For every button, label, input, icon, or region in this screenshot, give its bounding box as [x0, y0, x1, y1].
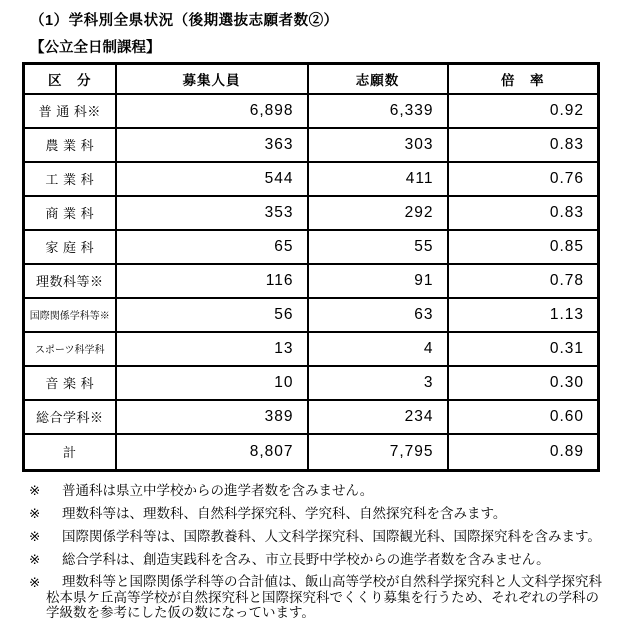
footnote-line: 総合学科は、創造実践科を含み、市立長野中学校からの進学者数を含みません。	[62, 552, 550, 567]
row-label-cell: 農 業 科	[24, 128, 116, 162]
table-row	[24, 366, 599, 400]
table-row	[24, 128, 599, 162]
footnote-text	[62, 482, 625, 499]
table-row	[24, 332, 599, 366]
footnote-line: 理数科等と国際関係学科等の合計値は、飯山高等学校が自然科学探究科と人文科学探究科	[62, 574, 602, 589]
footnote-text	[46, 574, 625, 621]
applicants-cell: 234	[308, 400, 448, 434]
ratio-cell: 0.30	[448, 366, 599, 400]
capacity-cell: 116	[116, 264, 308, 298]
row-label-cell: 商 業 科	[24, 196, 116, 230]
footnote-line: 学級数を参考にした仮の数になっています。	[46, 605, 315, 620]
footnote	[29, 505, 625, 522]
capacity-cell: 389	[116, 400, 308, 434]
ratio-cell: 0.31	[448, 332, 599, 366]
ratio-cell: 0.83	[448, 128, 599, 162]
applicants-cell: 6,339	[308, 94, 448, 128]
capacity-cell: 65	[116, 230, 308, 264]
ratio-cell: 0.78	[448, 264, 599, 298]
ratio-cell: 0.60	[448, 400, 599, 434]
total-row	[24, 434, 599, 471]
row-label-cell: 理数科等※	[24, 264, 116, 298]
capacity-cell: 10	[116, 366, 308, 400]
header-category: 区 分	[24, 64, 116, 94]
capacity-cell: 353	[116, 196, 308, 230]
table-row	[24, 264, 599, 298]
header-row	[24, 64, 599, 94]
footnote	[29, 528, 625, 545]
header-ratio: 倍 率	[448, 64, 599, 94]
footnote-marker: ※	[29, 483, 41, 498]
footnote-marker: ※	[29, 506, 41, 521]
ratio-cell: 0.92	[448, 94, 599, 128]
capacity-cell: 544	[116, 162, 308, 196]
footnote	[29, 574, 625, 621]
applicants-table	[22, 62, 600, 472]
footnote-marker: ※	[29, 529, 41, 544]
applicants-cell: 292	[308, 196, 448, 230]
row-label-cell: 総合学科※	[24, 400, 116, 434]
table-row	[24, 196, 599, 230]
applicants-cell: 411	[308, 162, 448, 196]
footnote	[29, 482, 625, 499]
applicants-cell: 63	[308, 298, 448, 332]
table-row	[24, 162, 599, 196]
applicants-cell: 4	[308, 332, 448, 366]
footnote-line: 国際関係学科等は、国際教養科、人文科学探究科、国際観光科、国際探究科を含みます。	[62, 529, 601, 544]
footnote-text	[62, 551, 625, 568]
footnotes	[29, 482, 625, 621]
header-applicants: 志願数	[308, 64, 448, 94]
row-label-cell: 音 楽 科	[24, 366, 116, 400]
ratio-cell: 0.89	[448, 434, 599, 471]
applicants-cell: 91	[308, 264, 448, 298]
ratio-cell: 0.76	[448, 162, 599, 196]
footnote-text	[62, 528, 625, 545]
capacity-cell: 8,807	[116, 434, 308, 471]
row-label-cell: 計	[24, 434, 116, 471]
footnote-marker: ※	[29, 552, 41, 567]
capacity-cell: 363	[116, 128, 308, 162]
footnote-text	[62, 505, 625, 522]
table-row	[24, 400, 599, 434]
ratio-cell: 0.83	[448, 196, 599, 230]
table-row	[24, 298, 599, 332]
row-label-cell: スポーツ科学科	[24, 332, 116, 366]
footnote-line: 理数科等は、理数科、自然科学探究科、学究科、自然探究科を含みます。	[62, 506, 507, 521]
applicants-cell: 303	[308, 128, 448, 162]
row-label-cell: 国際関係学科等※	[24, 298, 116, 332]
applicants-cell: 7,795	[308, 434, 448, 471]
footnote-line: 普通科は県立中学校からの進学者数を含みません。	[62, 483, 374, 498]
row-label-cell: 工 業 科	[24, 162, 116, 196]
footnote	[29, 551, 625, 568]
table-row	[24, 230, 599, 264]
capacity-cell: 56	[116, 298, 308, 332]
capacity-cell: 13	[116, 332, 308, 366]
row-label-cell: 普 通 科※	[24, 94, 116, 128]
applicants-cell: 55	[308, 230, 448, 264]
section-label: 【公立全日制課程】	[30, 40, 161, 56]
footnote-marker: ※	[29, 575, 41, 590]
table-row	[24, 94, 599, 128]
footnote-line: 松本県ケ丘高等学校が自然探究科と国際探究科でくくり募集を行うため、それぞれの学科の	[46, 589, 599, 605]
capacity-cell: 6,898	[116, 94, 308, 128]
page-title: （1）学科別全県状況（後期選抜志願者数②）	[30, 13, 339, 29]
row-label-cell: 家 庭 科	[24, 230, 116, 264]
ratio-cell: 1.13	[448, 298, 599, 332]
ratio-cell: 0.85	[448, 230, 599, 264]
applicants-cell: 3	[308, 366, 448, 400]
header-capacity: 募集人員	[116, 64, 308, 94]
